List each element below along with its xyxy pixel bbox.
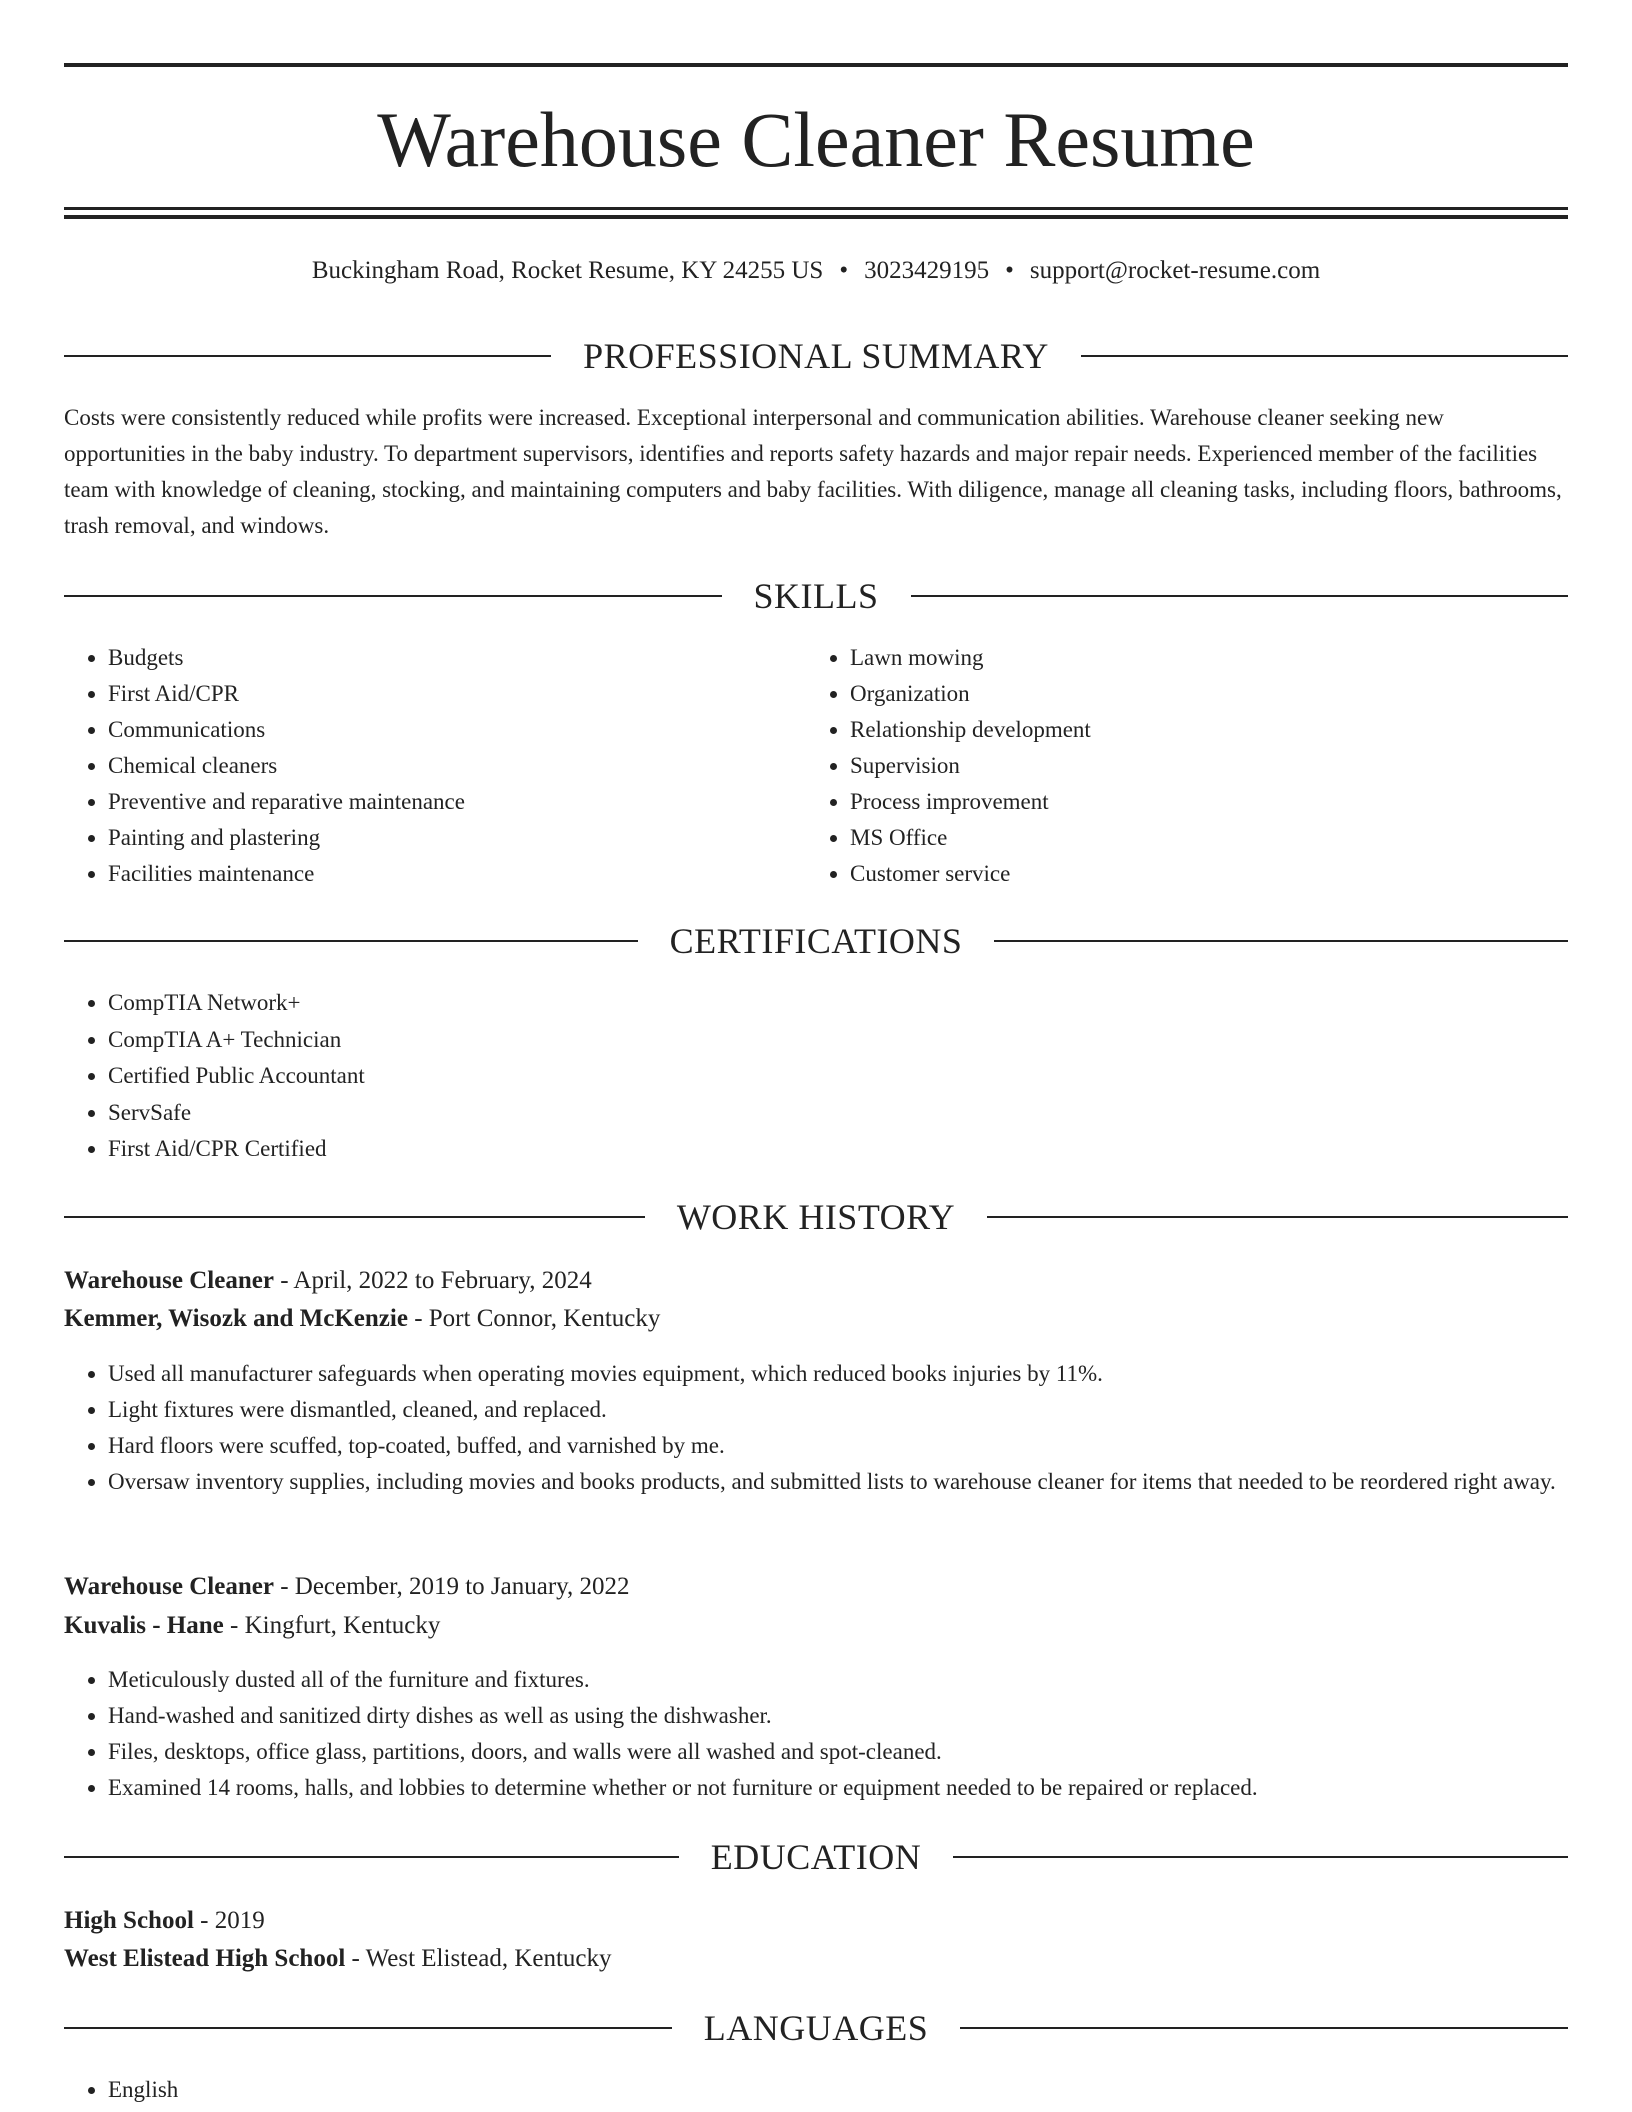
certification-item: • First Aid/CPR Certified xyxy=(108,1131,1568,1168)
section-header-certifications xyxy=(64,919,1568,963)
section-header-work-history xyxy=(64,1195,1568,1239)
skill-item: • Supervision xyxy=(850,748,1506,784)
education-school: West Elistead High School xyxy=(64,1945,346,1972)
job-title-line xyxy=(64,1570,1568,1604)
skill-item: • Process improvement xyxy=(850,784,1506,820)
job-duty-item: • Meticulously dusted all of the furniture and fixtures. xyxy=(108,1662,1568,1698)
contact-line xyxy=(64,256,1568,286)
section-header-education xyxy=(64,1835,1568,1879)
skill-item: • Organization xyxy=(850,676,1506,712)
job-duties-list xyxy=(64,1662,1568,1806)
skill-item: • Budgets xyxy=(108,640,764,676)
job-location: - Kingfurt, Kentucky xyxy=(223,1612,441,1639)
section-rule-left xyxy=(64,1856,679,1858)
section-title: EDUCATION xyxy=(710,1837,922,1877)
languages-list xyxy=(64,2072,1568,2108)
section-rule-right xyxy=(960,2027,1568,2029)
title-rule-thick xyxy=(64,215,1568,219)
section-title: SKILLS xyxy=(753,576,879,616)
skills-list-left xyxy=(64,640,764,892)
certification-item: • CompTIA Network+ xyxy=(108,985,1568,1022)
job-company: Kemmer, Wisozk and McKenzie xyxy=(64,1305,408,1332)
education-degree: High School xyxy=(64,1907,194,1934)
job-company-line xyxy=(64,1302,1568,1336)
section-title: CERTIFICATIONS xyxy=(669,921,963,961)
contact-separator: • xyxy=(1005,257,1014,284)
section-title: PROFESSIONAL SUMMARY xyxy=(583,336,1049,376)
job-duty-item: • Files, desktops, office glass, partitions, doors, and walls were all washed and spot-cleaned. xyxy=(108,1734,1568,1770)
job-duty-item: • Used all manufacturer safeguards when operating movies equipment, which reduced books injuries by 11%. xyxy=(108,1356,1568,1392)
skill-item: • Preventive and reparative maintenance xyxy=(108,784,764,820)
job-duties xyxy=(64,1356,1568,1500)
section-rule-left xyxy=(64,1216,645,1218)
skill-item: • Communications xyxy=(108,712,764,748)
job-duties xyxy=(64,1662,1568,1806)
contact-phone: 3023429195 xyxy=(864,257,990,284)
section-rule-left xyxy=(64,2027,672,2029)
section-rule-right xyxy=(994,940,1568,942)
section-header-skills xyxy=(64,574,1568,618)
job-duty-item: • Oversaw inventory supplies, including movies and books products, and submitted lists to warehouse cleaner for items that needed to be reordered right away. xyxy=(108,1464,1568,1500)
job-dates: - December, 2019 to January, 2022 xyxy=(273,1573,630,1600)
contact-separator: • xyxy=(839,257,849,284)
skills-list-right xyxy=(806,640,1506,892)
language-item: • English xyxy=(108,2072,1568,2108)
job-title: Warehouse Cleaner xyxy=(64,1267,274,1294)
certification-item: • CompTIA A+ Technician xyxy=(108,1022,1568,1059)
certification-item: • Certified Public Accountant xyxy=(108,1058,1568,1095)
section-rule-right xyxy=(911,595,1569,597)
job-duty-item: • Light fixtures were dismantled, cleaned, and replaced. xyxy=(108,1392,1568,1428)
job-title-line xyxy=(64,1264,1568,1298)
contact-address: Buckingham Road, Rocket Resume, KY 24255 US xyxy=(311,257,824,284)
skill-item: • Chemical cleaners xyxy=(108,748,764,784)
section-header-summary xyxy=(64,334,1568,378)
job-duty-item: • Hand-washed and sanitized dirty dishes as well as using the dishwasher. xyxy=(108,1698,1568,1734)
education-location: - West Elistead, Kentucky xyxy=(345,1945,612,1972)
job-title: Warehouse Cleaner xyxy=(64,1573,274,1600)
section-rule-right xyxy=(953,1856,1568,1858)
section-title: LANGUAGES xyxy=(703,2008,929,2048)
section-rule-left xyxy=(64,595,722,597)
section-rule-left xyxy=(64,355,551,357)
section-title: WORK HISTORY xyxy=(676,1197,956,1237)
resume-title: Warehouse Cleaner Resume xyxy=(377,96,1255,183)
education-year: - 2019 xyxy=(193,1907,265,1934)
certifications-block xyxy=(64,985,1568,1168)
top-rule xyxy=(64,63,1568,67)
section-rule-right xyxy=(987,1216,1568,1218)
skill-item: • Lawn mowing xyxy=(850,640,1506,676)
section-header-languages xyxy=(64,2006,1568,2050)
skill-item: • MS Office xyxy=(850,820,1506,856)
section-rule-right xyxy=(1081,355,1568,357)
job-duties-list xyxy=(64,1356,1568,1500)
skill-item: • Relationship development xyxy=(850,712,1506,748)
skill-item: • Painting and plastering xyxy=(108,820,764,856)
contact-email: support@rocket-resume.com xyxy=(1029,257,1321,284)
title-rule-thin xyxy=(64,207,1568,210)
job-company: Kuvalis - Hane xyxy=(64,1612,224,1639)
certifications-list xyxy=(64,985,1568,1168)
job-dates: - April, 2022 to February, 2024 xyxy=(273,1267,592,1294)
summary-text: Costs were consistently reduced while profits were increased. Exceptional interpersonal and communication abilities. Warehouse cleaner seeking new opportunities in the baby industry. To department supervisors, identifies and reports safety hazards and major repair needs. Experienced member of the facilities team with knowledge of cleaning, stocking, and maintaining computers and baby facilities. With diligence, manage all cleaning tasks, including floors, bathrooms, trash removal, and windows. xyxy=(64,405,1562,538)
job-duty-item: • Hard floors were scuffed, top-coated, buffed, and varnished by me. xyxy=(108,1428,1568,1464)
certification-item: • ServSafe xyxy=(108,1095,1568,1132)
education-degree-line xyxy=(64,1904,1568,1938)
education-school-line xyxy=(64,1942,1568,1976)
skill-item: • Customer service xyxy=(850,856,1506,892)
skills-right-column xyxy=(806,640,1506,892)
job-company-line xyxy=(64,1609,1568,1643)
job-duty-item: • Examined 14 rooms, halls, and lobbies to determine whether or not furniture or equipment needed to be repaired or replaced. xyxy=(108,1770,1568,1806)
skill-item: • Facilities maintenance xyxy=(108,856,764,892)
skill-item: • First Aid/CPR xyxy=(108,676,764,712)
skills-left-column xyxy=(64,640,764,892)
languages-block xyxy=(64,2072,1568,2108)
job-location: - Port Connor, Kentucky xyxy=(407,1305,661,1332)
section-rule-left xyxy=(64,940,638,942)
